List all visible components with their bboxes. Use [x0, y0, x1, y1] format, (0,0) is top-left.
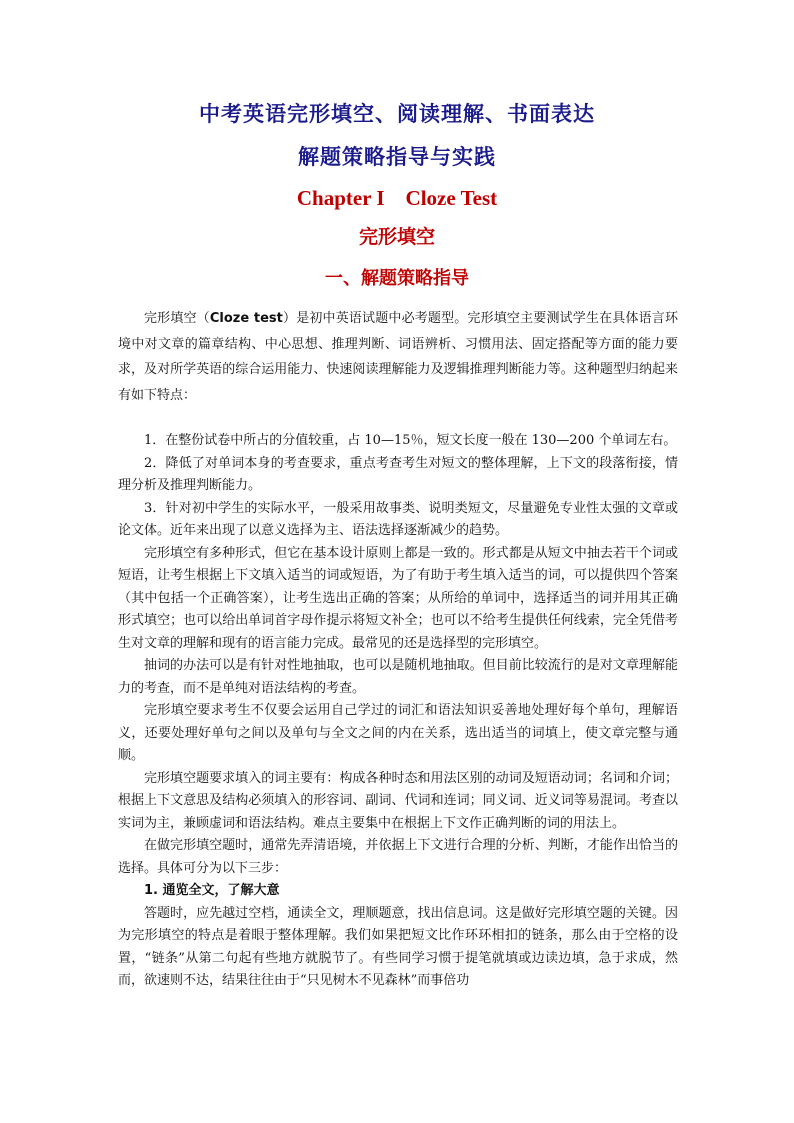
intro-text: ）是初中英语试题中必考题型。完形填空主要测试学生在具体语言环境中对文章的篇章结构、中心思想、推理判断、词语辨析、习惯用法、固定搭配等方面的能力要求，及对所学英语的综合运用能力、快速阅读理解能力及逻辑推理判断能力等。这种题型归纳起来有如下特点： — [118, 311, 678, 403]
feature-item-3: 3．针对初中学生的实际水平，一般采用故事类、说明类短文，尽量避免专业性太强的文章或论文体。近年来出现了以意义选择为主、语法选择逐渐减少的趋势。 — [118, 500, 678, 538]
document-title-line1: 中考英语完形填空、阅读理解、书面表达 — [199, 102, 595, 126]
feature-item-2: 2．降低了对单词本身的考查要求，重点考查考生对短文的整体理解，上下文的段落衔接，情理分析及推理判断能力。 — [118, 455, 678, 493]
body-content — [118, 430, 678, 993]
step1-text: 答题时，应先越过空档，通读全文，理顺题意，找出信息词。这是做好完形填空题的关键。因为完形填空的特点是着眼于整体理解。我们如果把短文比作环环相扣的链条，那么由于空格的设置，“链条”从第二句起有些地方就脱节了。有些同学习惯于提笔就填或边读边填，急于求成，然而，欲速则不达，结果往往由于“只见树木不见森林”而事倍功 — [118, 905, 678, 988]
paragraph-requirements: 完形填空要求考生不仅要会运用自己学过的词汇和语法知识妥善地处理好每个单句，理解语义，还要处理好单句之间以及单句与全文之间的内在关系，选出适当的词填上，使文章完整与通顺。 — [118, 703, 678, 763]
paragraph-forms: 完形填空有多种形式，但它在基本设计原则上都是一致的。形式都是从短文中抽去若干个词或短语，让考生根据上下文填入适当的词或短语，为了有助于考生填入适当的词，可以提供四个答案（其中包括一个正确答案），让考生选出正确的答案；从所给的单词中，选择适当的词并用其正确形式填空；也可以给出单词首字母作提示将短文补全；也可以不给考生提供任何线索，完全凭借考生对文章的理解和现有的语言能力完成。最常见的还是选择型的完形填空。 — [118, 545, 678, 651]
section-title: 一、解题策略指导 — [325, 268, 469, 289]
paragraph-extraction: 抽词的办法可以是有针对性地抽取，也可以是随机地抽取。但目前比较流行的是对文章理解能力的考查，而不是单纯对语法结构的考查。 — [118, 658, 678, 696]
paragraph-word-types: 完形填空题要求填入的词主要有：构成各种时态和用法区别的动词及短语动词；名词和介词；根据上下文意思及结构必须填入的形容词、副词、代词和连词；同义词、近义词等易混词。考查以实词为主，兼顾虚词和语法结构。难点主要集中在根据上下文作正确判断的词的用法上。 — [118, 770, 678, 831]
document-title-line2: 解题策略指导与实践 — [298, 145, 496, 169]
intro-prefix: 完形填空（ — [144, 311, 210, 326]
intro-term: Cloze test — [209, 311, 283, 326]
feature-item-1: 1．在整份试卷中所占的分值较重，占 10—15％，短文长度一般在 130—200 个单词左右。 — [144, 433, 677, 448]
step1-heading: 1. 通览全文，了解大意 — [144, 883, 280, 898]
chapter-title-chinese: 完形填空 — [358, 226, 435, 248]
intro-paragraph — [118, 306, 678, 408]
chapter-title-english: Chapter I Cloze Test — [296, 186, 498, 210]
paragraph-steps-intro: 在做完形填空题时，通常先弄清语境，并依据上下文进行合理的分析、判断，才能作出恰当的选择。具体可分为以下三步： — [118, 838, 678, 876]
